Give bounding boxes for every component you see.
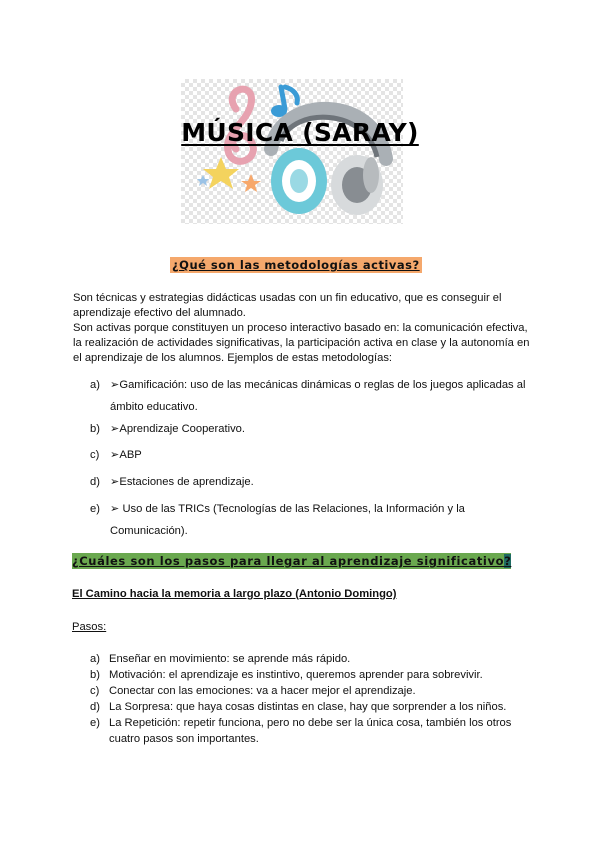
paragraph-activas: Son activas porque constituyen un proceso interactivo basado en: la comunicación efectiva, la realización de actividades significativas, la participación activa en clase y la autonomía en el aprendizaje de los alumnos. Ejemplos de estas metodologías:	[73, 322, 530, 364]
music-banner-image	[181, 79, 403, 224]
music-note-icon	[281, 87, 297, 109]
list-item: a) ➢Gamificación: uso de las mecánicas dinámicas o reglas de los juegos aplicadas al ámbito educativo.	[90, 379, 526, 413]
list-item: c) ➢ABP	[90, 449, 142, 461]
headphones-music-illustration	[181, 79, 403, 224]
steps-list	[90, 651, 530, 747]
intro-paragraph	[73, 291, 533, 366]
list-item: b) Motivación: el aprendizaje es instintivo, queremos aprender para sobrevivir.	[90, 669, 483, 681]
star-icon	[197, 175, 209, 186]
methodologies-list	[90, 374, 530, 542]
list-item: e) ➢ Uso de las TRICs (Tecnologías de las Relaciones, la Información y la Comunicación).	[90, 503, 465, 537]
list-item: d) La Sorpresa: que haya cosas distintas en clase, hay que sorprender a los niños.	[90, 701, 507, 713]
list-item: c) Conectar con las emociones: va a hacer mejor el aprendizaje.	[90, 685, 416, 697]
list-item: e) La Repetición: repetir funciona, pero no debe ser la única cosa, también los otros cuatro pasos son importantes.	[90, 717, 512, 745]
paragraph-definition: Son técnicas y estrategias didácticas usadas con un fin educativo, que es conseguir el aprendizaje efectivo del alumnado.	[73, 292, 502, 319]
steps-label: Pasos:	[72, 621, 107, 633]
list-item: b) ➢Aprendizaje Cooperativo.	[90, 423, 245, 435]
star-icon	[241, 174, 261, 192]
section-heading-pasos: ¿Cuáles son los pasos para llegar al aprendizaje significativo?	[72, 554, 512, 568]
subheading-camino: El Camino hacia la memoria a largo plazo (Antonio Domingo)	[72, 588, 397, 600]
section-heading-metodologias: ¿Qué son las metodologías activas?	[172, 258, 420, 272]
list-item: d) ➢Estaciones de aprendizaje.	[90, 476, 254, 488]
list-item: a) Enseñar en movimiento: se aprende más rápido.	[90, 653, 351, 665]
page-title: MÚSICA (SARAY)	[181, 118, 419, 147]
